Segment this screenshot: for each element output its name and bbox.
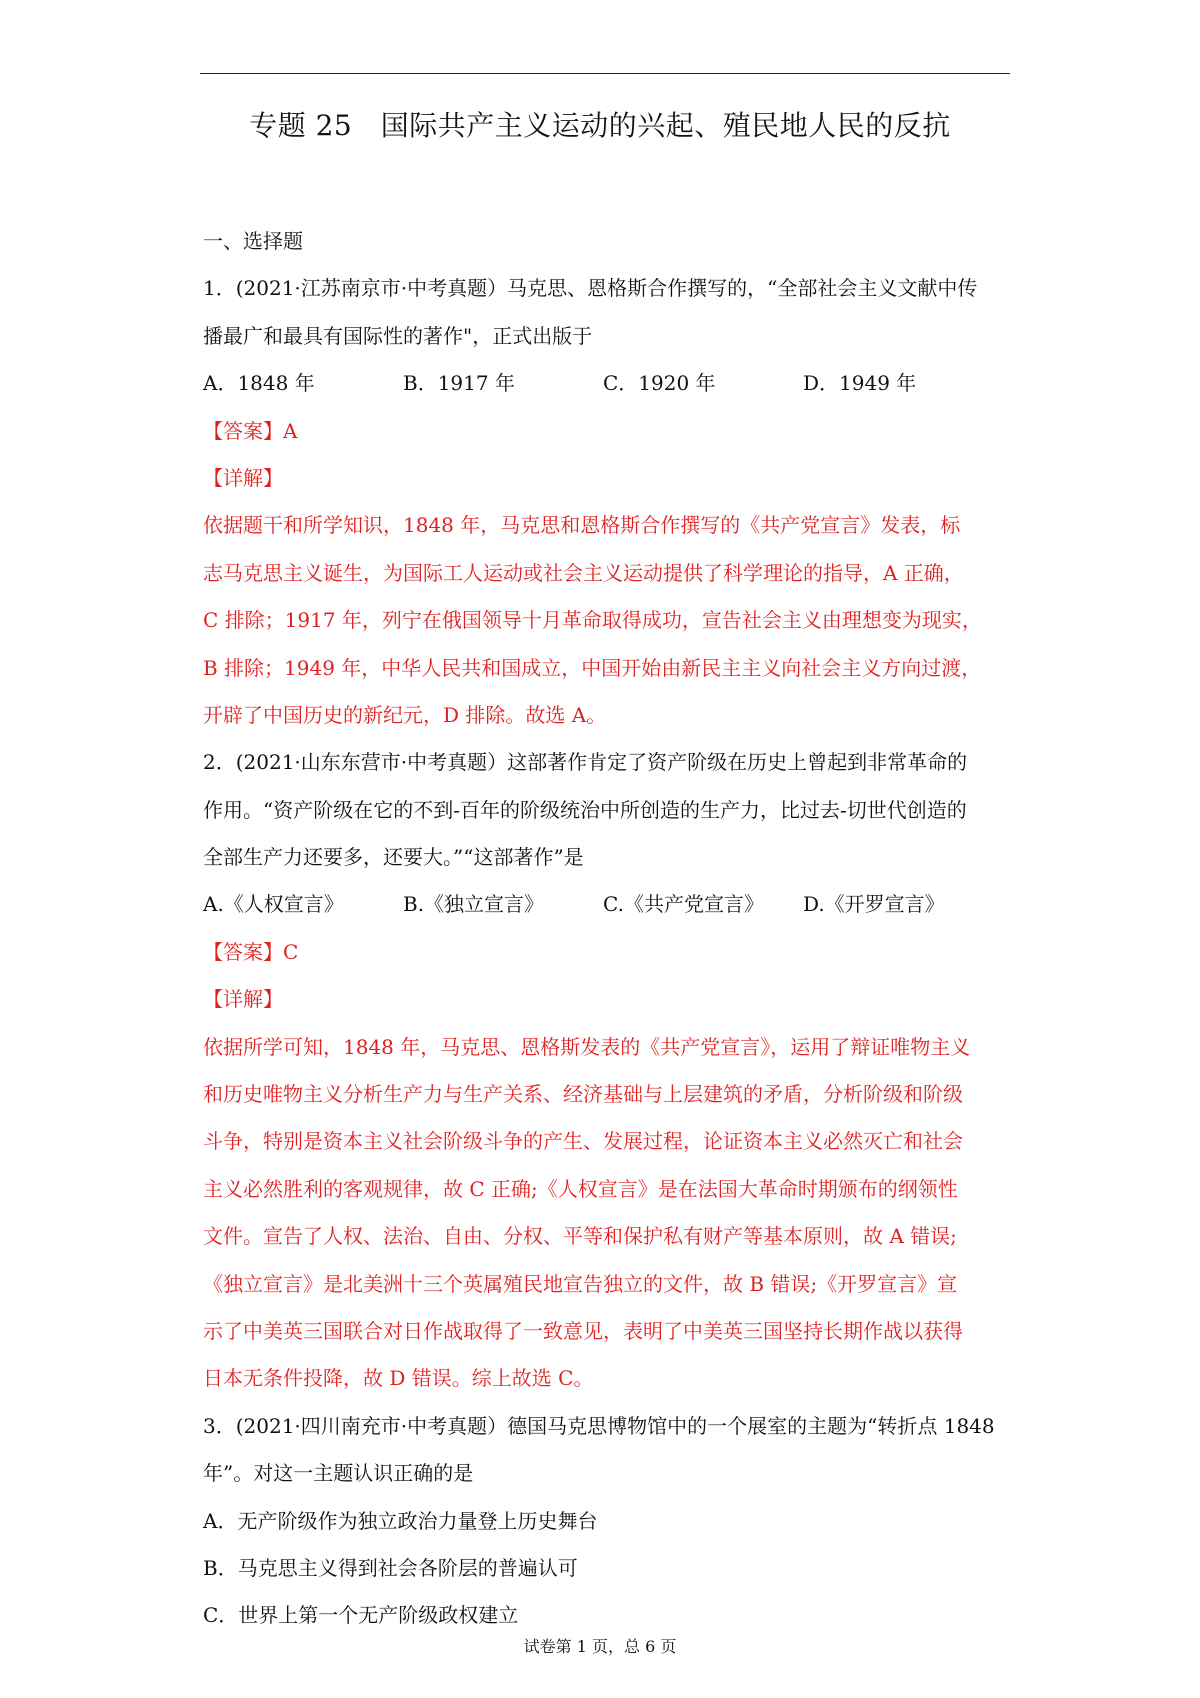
- explanation-line: 主义必然胜利的客观规律，故 C 正确;《人权宣言》是在法国大革命时期颁布的纲领性: [203, 1176, 958, 1201]
- question-stem-line: 全部生产力还要多，还要大。”“这部著作”是: [203, 845, 584, 870]
- option-b: B．1917 年: [403, 371, 515, 396]
- option-b: B.《独立宣言》: [403, 892, 545, 917]
- content: [203, 218, 1003, 1640]
- question-stem-line: 1．(2021·江苏南京市·中考真题）马克思、恩格斯合作撰写的，“全部社会主义文献中传: [203, 276, 978, 301]
- option-b: B．马克思主义得到社会各阶层的普遍认可: [203, 1555, 578, 1580]
- explanation-line: 文件。宣告了人权、法治、自由、分权、平等和保护私有财产等基本原则，故 A 错误;: [203, 1224, 957, 1249]
- explanation-label: 【详解】: [203, 987, 283, 1012]
- question-1: [203, 265, 1003, 739]
- section-heading: 一、选择题: [203, 229, 303, 253]
- question-stem-line: 播最广和最具有国际性的著作"，正式出版于: [203, 323, 593, 348]
- option-a: A.《人权宣言》: [203, 892, 344, 917]
- option-a: A．1848 年: [203, 371, 315, 396]
- explanation-line: 开辟了中国历史的新纪元，D 排除。故选 A。: [203, 702, 607, 727]
- answer: 【答案】C: [203, 939, 299, 964]
- explanation-line: 依据所学可知，1848 年，马克思、恩格斯发表的《共产党宣言》，运用了辩证唯物主义: [203, 1034, 971, 1059]
- explanation-line: 志马克思主义诞生，为国际工人运动或社会主义运动提供了科学理论的指导，A 正确，: [203, 560, 964, 585]
- page-footer: 试卷第 1 页，总 6 页: [523, 1637, 677, 1656]
- question-stem-line: 年”。对这一主题认识正确的是: [203, 1461, 474, 1486]
- question-3: [203, 1403, 1003, 1640]
- option-d: D.《开罗宣言》: [803, 892, 945, 917]
- question-2: [203, 739, 1003, 1402]
- question-stem-line: 3．(2021·四川南充市·中考真题）德国马克思博物馆中的一个展室的主题为“转折点 1848: [203, 1413, 995, 1438]
- explanation-line: 《独立宣言》是北美洲十三个英属殖民地宣告独立的文件，故 B 错误;《开罗宣言》宣: [203, 1271, 958, 1296]
- explanation-line: 日本无条件投降，故 D 错误。综上故选 C。: [203, 1366, 594, 1391]
- explanation-line: C 排除；1917 年，列宁在俄国领导十月革命取得成功，宣告社会主义由理想变为现实，: [203, 608, 982, 633]
- header-rule: [200, 73, 1010, 74]
- option-c: C．世界上第一个无产阶级政权建立: [203, 1603, 519, 1628]
- explanation-line: B 排除；1949 年，中华人民共和国成立，中国开始由新民主主义向社会主义方向过渡，: [203, 655, 982, 680]
- page-title: 专题 25 国际共产主义运动的兴起、殖民地人民的反抗: [249, 109, 951, 142]
- question-stem-line: 作用。“资产阶级在它的不到-百年的阶级统治中所创造的生产力，比过去-切世代创造的: [203, 797, 967, 822]
- explanation-label: 【详解】: [203, 465, 283, 490]
- explanation-line: 示了中美英三国联合对日作战取得了一致意见，表明了中美英三国坚持长期作战以获得: [203, 1318, 963, 1343]
- options-row: [203, 881, 1003, 928]
- explanation-line: 和历史唯物主义分析生产力与生产关系、经济基础与上层建筑的矛盾，分析阶级和阶级: [203, 1082, 963, 1107]
- options-row: [203, 360, 1003, 407]
- explanation-line: 依据题干和所学知识，1848 年，马克思和恩格斯合作撰写的《共产党宣言》发表，标: [203, 513, 961, 538]
- option-c: C.《共产党宣言》: [603, 892, 764, 917]
- answer: 【答案】A: [203, 418, 298, 443]
- explanation-line: 斗争，特别是资本主义社会阶级斗争的产生、发展过程，论证资本主义必然灭亡和社会: [203, 1129, 963, 1154]
- question-stem-line: 2．(2021·山东东营市·中考真题）这部著作肯定了资产阶级在历史上曾起到非常革命的: [203, 750, 968, 775]
- option-d: D．1949 年: [803, 371, 917, 396]
- option-a: A．无产阶级作为独立政治力量登上历史舞台: [203, 1508, 598, 1533]
- option-c: C．1920 年: [603, 371, 716, 396]
